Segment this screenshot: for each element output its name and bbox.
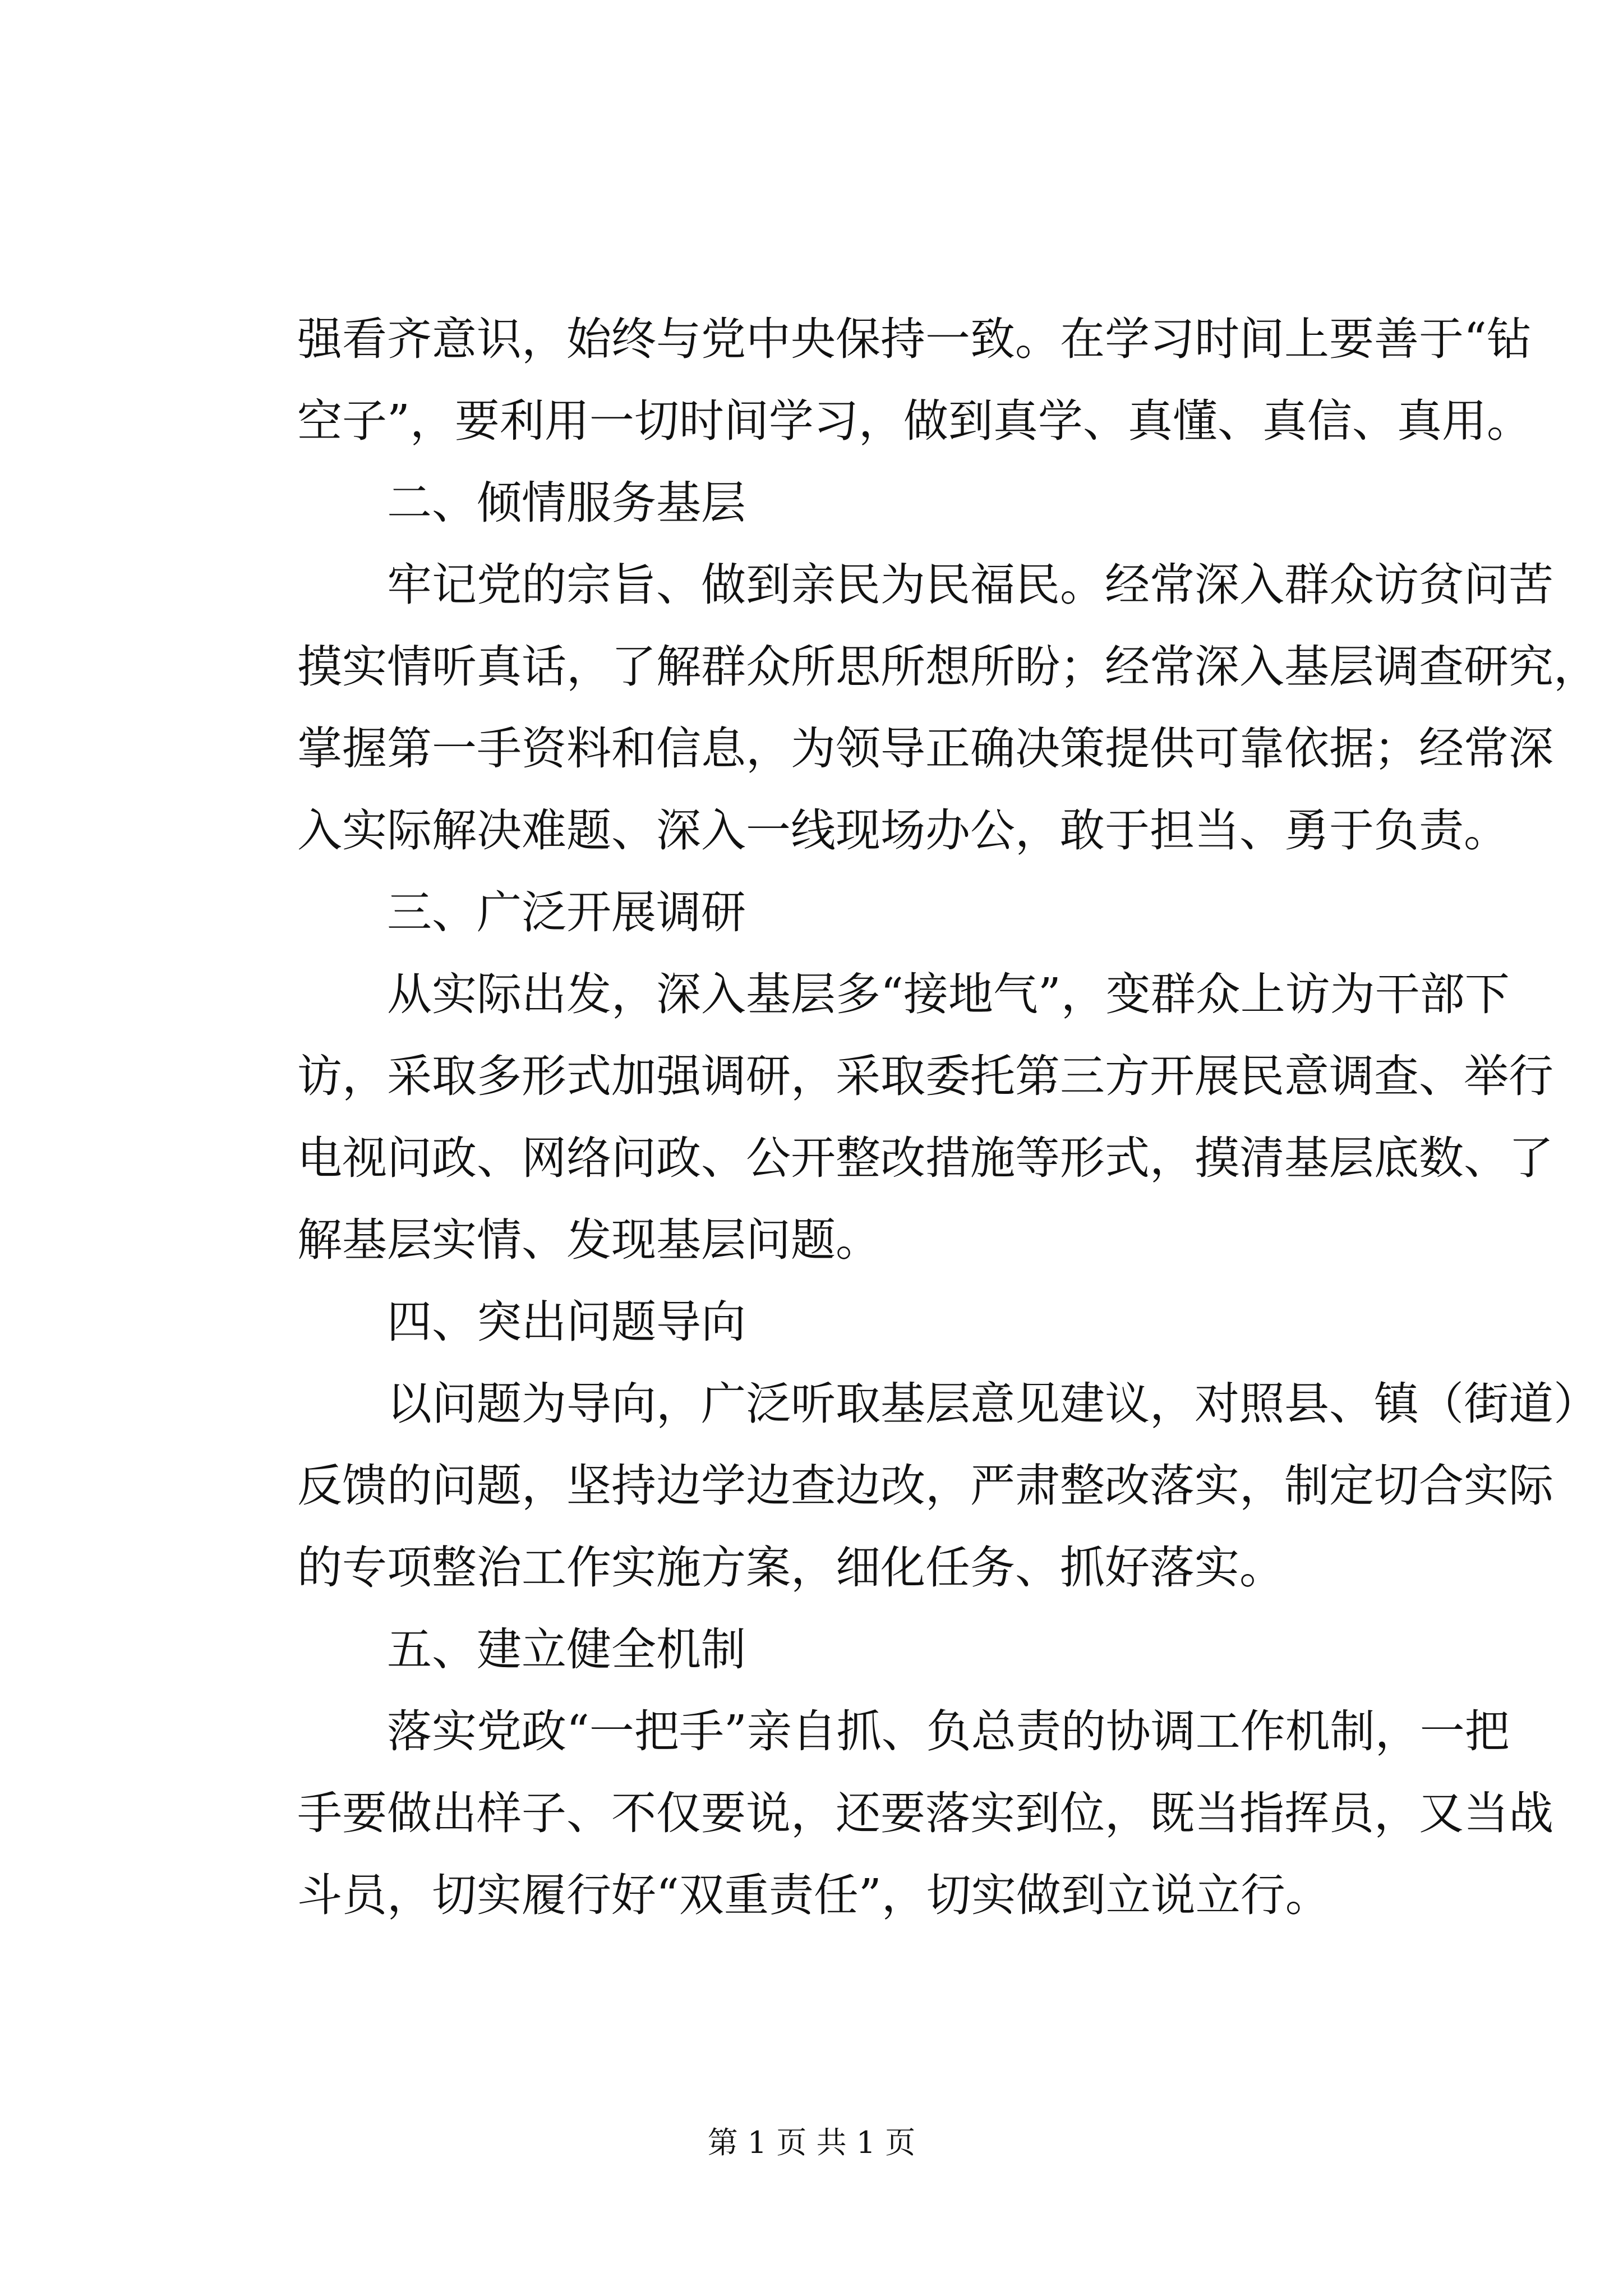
body-line: 手要做出样子、不仅要说，还要落实到位，既当指挥员，又当战 (297, 1787, 1553, 1839)
body-line: 牢记党的宗旨、做到亲民为民福民。经常深入群众访贫问苦 (387, 559, 1553, 611)
body-line: 解基层实情、发现基层问题。 (297, 1214, 880, 1266)
page-number-footer: 第 1 页 共 1 页 (707, 2125, 916, 2160)
body-line: 斗员，切实履行好“双重责任”，切实做到立说立行。 (297, 1869, 1330, 1921)
section-heading: 二、倾情服务基层 (387, 477, 746, 529)
body-line: 以问题为导向，广泛听取基层意见建议，对照县、镇（街道） (387, 1378, 1598, 1430)
body-line: 入实际解决难题、深入一线现场办公，敢于担当、勇于负责。 (297, 804, 1509, 857)
section-heading: 三、广泛开展调研 (387, 886, 746, 938)
body-line: 从实际出发，深入基层多“接地气”，变群众上访为干部下 (387, 968, 1510, 1020)
body-line: 电视问政、网络问政、公开整改措施等形式，摸清基层底数、了 (297, 1132, 1553, 1184)
body-line: 访，采取多形式加强调研，采取委托第三方开展民意调查、举行 (297, 1050, 1553, 1102)
section-heading: 五、建立健全机制 (387, 1623, 746, 1676)
body-line: 反馈的问题，坚持边学边查边改，严肃整改落实，制定切合实际 (297, 1460, 1553, 1512)
body-line: 强看齐意识，始终与党中央保持一致。在学习时间上要善于“钻 (297, 313, 1532, 365)
body-line: 落实党政“一把手”亲自抓、负总责的协调工作机制，一把 (387, 1705, 1510, 1757)
body-line: 空子”，要利用一切时间学习，做到真学、真懂、真信、真用。 (297, 395, 1532, 447)
body-line: 摸实情听真话，了解群众所思所想所盼；经常深入基层调查研究， (297, 641, 1598, 693)
body-line: 的专项整治工作实施方案，细化任务、抓好落实。 (297, 1542, 1284, 1594)
section-heading: 四、突出问题导向 (387, 1296, 746, 1348)
document-body (297, 298, 1598, 1936)
body-line: 掌握第一手资料和信息，为领导正确决策提供可靠依据；经常深 (297, 723, 1553, 775)
